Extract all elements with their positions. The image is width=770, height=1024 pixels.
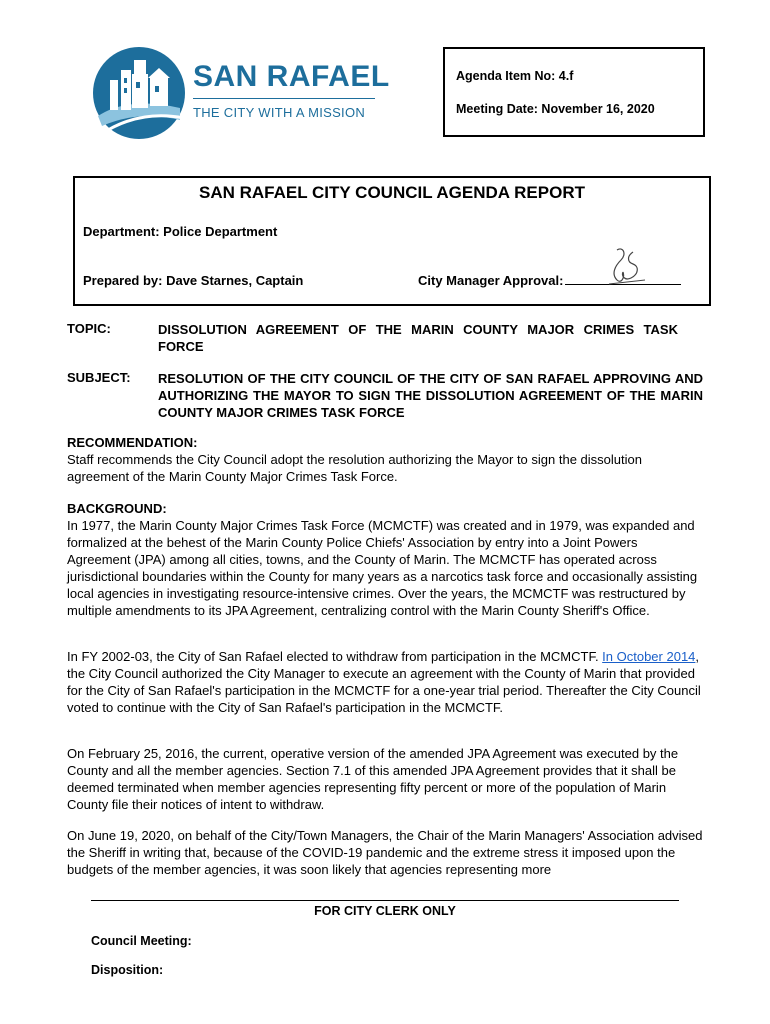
background-heading: BACKGROUND:	[67, 501, 167, 516]
city-manager-approval-label: City Manager Approval:	[418, 273, 564, 288]
background-p2-text-end: , the City Council authorized the City Manager to execute an agreement with the County of Marin that provided for the City of San Rafael's participation in the MCMCTF for a one-year trial period. Thereafter the City Council voted to continue with the City of San Rafael's participation in the MCMCTF.	[67, 649, 701, 715]
handwritten-signature	[603, 244, 647, 288]
subject-text: RESOLUTION OF THE CITY COUNCIL OF THE CITY OF SAN RAFAEL APPROVING AND AUTHORIZING THE MAYOR TO SIGN THE DISSOLUTION AGREEMENT OF THE MARIN COUNTY MAJOR CRIMES TASK FORCE	[158, 371, 703, 420]
council-meeting-label: Council Meeting:	[91, 934, 192, 948]
recommendation-section	[67, 434, 703, 485]
logo-tagline: THE CITY WITH A MISSION	[193, 105, 366, 120]
report-title: SAN RAFAEL CITY COUNCIL AGENDA REPORT	[199, 183, 585, 202]
subject-label: SUBJECT:	[67, 370, 131, 385]
disposition-label: Disposition:	[91, 963, 164, 977]
background-paragraph-1: In 1977, the Marin County Major Crimes Task Force (MCMCTF) was created and in 1979, was expanded and formalized at the behest of the Marin County Police Chiefs' Association by entry into a Joint Powers Agreement (JPA) among all cities, towns, and the County of Marin. The MCMCTF has operated across jurisdictional boundaries within the County for many years as a narcotics task force and occasionally assisting local agencies in investigating resource-intensive crimes. Over the years, the MCMCTF was restructured by multiple amendments to its JPA Agreement, centralizing control with the Marin County Sheriff's Office.	[67, 518, 698, 618]
logo-divider	[193, 98, 375, 99]
background-paragraph-4: On June 19, 2020, on behalf of the City/Town Managers, the Chair of the Marin Managers' Association advised the Sheriff in writing that, because of the COVID-19 pandemic and the extreme stress it imposed upon the budgets of the member agencies, it was soon likely that agencies representing more	[67, 828, 703, 877]
department-line: Department: Police Department	[83, 224, 278, 239]
city-logo-emblem	[88, 44, 190, 142]
topic-text: DISSOLUTION AGREEMENT OF THE MARIN COUNTY MAJOR CRIMES TASK FORCE	[158, 322, 678, 354]
agenda-item-number: Agenda Item No: 4.f	[456, 69, 574, 83]
footer-divider	[91, 900, 679, 901]
recommendation-text: Staff recommends the City Council adopt the resolution authorizing the Mayor to sign the dissolution agreement of the Marin County Major Crimes Task Force.	[67, 452, 642, 484]
background-paragraph-2	[67, 648, 703, 716]
logo-wordmark: SAN RAFAEL	[193, 60, 390, 93]
prepared-by-line: Prepared by: Dave Starnes, Captain	[83, 273, 304, 288]
background-section	[67, 500, 703, 619]
topic-label: TOPIC:	[67, 321, 111, 336]
background-paragraph-3: On February 25, 2016, the current, operative version of the amended JPA Agreement was executed by the County and all the member agencies. Section 7.1 of this amended JPA Agreement provides that it shall be deemed terminated when member agencies representing fifty percent or more of the population of Marin County file their notices of intent to withdraw.	[67, 746, 679, 812]
agenda-info-box	[443, 47, 705, 137]
meeting-date: Meeting Date: November 16, 2020	[456, 102, 655, 116]
city-clerk-heading: FOR CITY CLERK ONLY	[314, 904, 456, 918]
background-p2-text-start: In FY 2002-03, the City of San Rafael elected to withdraw from participation in the MCMCTF.	[67, 649, 603, 664]
october-2014-link[interactable]: In October 2014	[602, 649, 696, 664]
recommendation-heading: RECOMMENDATION:	[67, 435, 198, 450]
